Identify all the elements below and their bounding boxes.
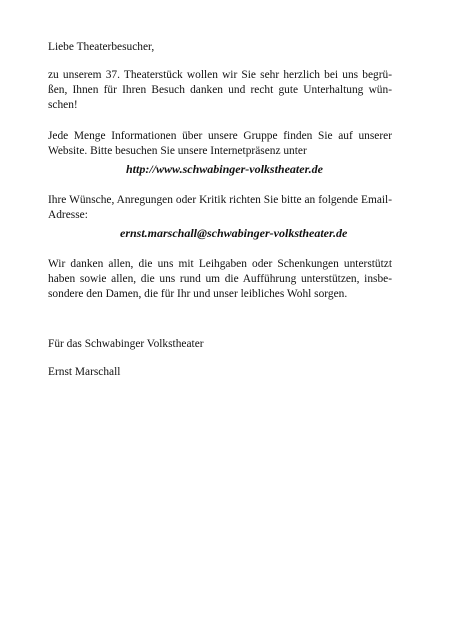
welcome-paragraph: zu unserem 37. Theaterstück wollen wir Sie sehr herzlich bei uns begrüßen, Ihnen für Ihren Besuch danken und recht gute Unterhaltung wünschen! [48,69,392,111]
website-link[interactable]: http://www.schwabinger-volkstheater.de [126,162,323,176]
letter-page [48,40,392,380]
email-link[interactable]: ernst.marschall@schwabinger-volkstheater.de [120,226,348,240]
signature-name: Ernst Marschall [48,366,121,378]
closing-line: Für das Schwabinger Volkstheater [48,338,204,350]
info-paragraph: Jede Menge Informationen über unsere Gruppe finden Sie auf unserer Website. Bitte besuchen Sie unsere Internetpräsenz unter [48,130,392,157]
salutation: Liebe Theaterbesucher, [48,41,155,53]
feedback-paragraph: Ihre Wünsche, Anregungen oder Kritik richten Sie bitte an folgende Email-Adresse: [48,194,392,221]
thanks-paragraph: Wir danken allen, die uns mit Leihgaben oder Schenkungen unterstützt haben sowie allen, die uns rund um die Aufführung unterstützen, insbesondere den Damen, die für Ihr und unser leibliches Wohl sorgen. [48,258,392,300]
